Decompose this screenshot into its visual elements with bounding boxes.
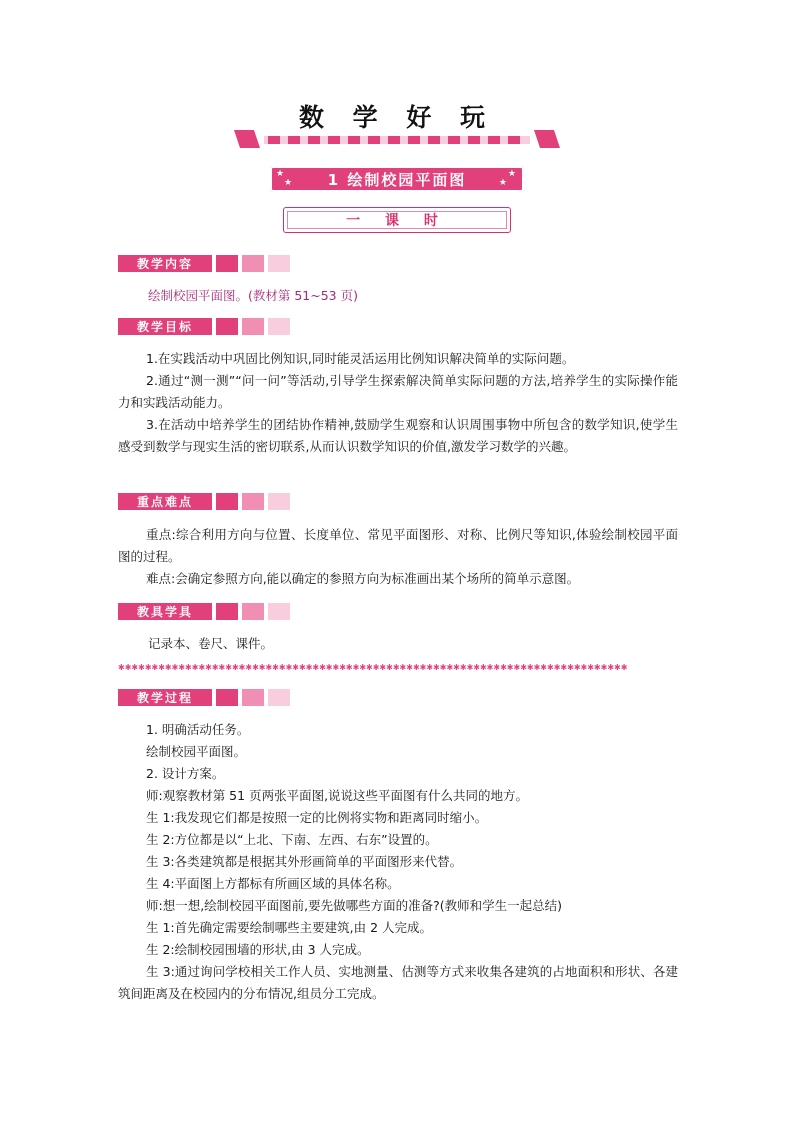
process-line: 生 3:各类建筑都是根据其外形画简单的平面图形来代替。 bbox=[146, 854, 463, 869]
content-text: 绘制校园平面图。(教材第 51~53 页) bbox=[148, 288, 358, 303]
decorative-square bbox=[242, 255, 264, 272]
key-point-item: 重点:综合利用方向与位置、长度单位、常见平面图形、对称、比例尺等知识,体验绘制校园平面图的过程。 bbox=[118, 527, 678, 564]
process-line: 2. 设计方案。 bbox=[146, 766, 225, 781]
section-tag: 教学目标 bbox=[118, 318, 212, 335]
section-tag: 教具学具 bbox=[118, 603, 212, 620]
lesson-title: 1 绘制校园平面图 bbox=[327, 170, 467, 189]
process-line: 1. 明确活动任务。 bbox=[146, 722, 250, 737]
goal-item: 1.在实践活动中巩固比例知识,同时能灵活运用比例知识解决简单的实际问题。 bbox=[146, 351, 575, 366]
key-points-list bbox=[118, 524, 678, 590]
process-line: 师:观察教材第 51 页两张平面图,说说这些平面图有什么共同的地方。 bbox=[146, 788, 529, 803]
period-box bbox=[283, 207, 511, 233]
process-lines bbox=[118, 719, 678, 1005]
decorative-square bbox=[268, 318, 290, 335]
decorative-square bbox=[216, 255, 238, 272]
decorative-dash-bar bbox=[234, 128, 560, 150]
section-tag: 教学过程 bbox=[118, 689, 212, 706]
decorative-square bbox=[268, 255, 290, 272]
goal-item: 3.在活动中培养学生的团结协作精神,鼓励学生观察和认识周围事物中所包含的数学知识,使学生感受到数学与现实生活的密切联系,从而认识数学知识的价值,激发学习数学的兴趣。 bbox=[118, 417, 678, 454]
decorative-square bbox=[268, 689, 290, 706]
star-icon: ★ bbox=[284, 178, 295, 188]
decorative-square bbox=[268, 493, 290, 510]
process-line: 生 3:通过询问学校相关工作人员、实地测量、估测等方式来收集各建筑的占地面积和形状、各建筑间距离及在校园内的分布情况,组员分工完成。 bbox=[118, 964, 678, 1001]
section-tag: 教学内容 bbox=[118, 255, 212, 272]
process-line: 绘制校园平面图。 bbox=[146, 744, 247, 759]
period-label: 一 课 时 bbox=[287, 211, 507, 229]
decorative-square bbox=[216, 689, 238, 706]
page-title: 数 学 好 玩 bbox=[298, 103, 496, 132]
star-divider: ✱✱✱✱✱✱✱✱✱✱✱✱✱✱✱✱✱✱✱✱✱✱✱✱✱✱✱✱✱✱✱✱✱✱✱✱✱✱✱✱✱✱✱✱✱✱✱✱✱✱✱✱✱✱✱✱✱✱✱✱✱✱✱✱✱✱✱✱✱✱✱✱✱✱✱✱ bbox=[118, 664, 628, 672]
key-point-item: 难点:会确定参照方向,能以确定的参照方向为标准画出某个场所的简单示意图。 bbox=[146, 571, 580, 586]
decorative-square bbox=[242, 689, 264, 706]
star-icon: ★ bbox=[498, 178, 509, 188]
decorative-square bbox=[216, 493, 238, 510]
process-line: 生 2:绘制校园围墙的形状,由 3 人完成。 bbox=[146, 942, 370, 957]
star-icon: ★ bbox=[507, 169, 518, 179]
decorative-square bbox=[242, 493, 264, 510]
decorative-square bbox=[216, 603, 238, 620]
decorative-square bbox=[242, 603, 264, 620]
process-line: 生 1:我发现它们都是按照一定的比例将实物和距离同时缩小。 bbox=[146, 810, 488, 825]
materials-text: 记录本、卷尺、课件。 bbox=[148, 636, 274, 651]
process-line: 师:想一想,绘制校园平面图前,要先做哪些方面的准备?(教师和学生一起总结) bbox=[146, 898, 563, 913]
section-tag: 重点难点 bbox=[118, 493, 212, 510]
process-line: 生 4:平面图上方都标有所画区域的具体名称。 bbox=[146, 876, 400, 891]
star-icon: ★ bbox=[276, 169, 287, 179]
decorative-square bbox=[216, 318, 238, 335]
goals-list bbox=[118, 348, 678, 458]
goal-item: 2.通过“测一测”“问一问”等活动,引导学生探索解决简单实际问题的方法,培养学生的实际操作能力和实践活动能力。 bbox=[118, 373, 678, 410]
process-line: 生 1:首先确定需要绘制哪些主要建筑,由 2 人完成。 bbox=[146, 920, 433, 935]
process-line: 生 2:方位都是以“上北、下南、左西、右东”设置的。 bbox=[146, 832, 438, 847]
decorative-square bbox=[242, 318, 264, 335]
decorative-square bbox=[268, 603, 290, 620]
lesson-title-banner bbox=[270, 166, 524, 192]
